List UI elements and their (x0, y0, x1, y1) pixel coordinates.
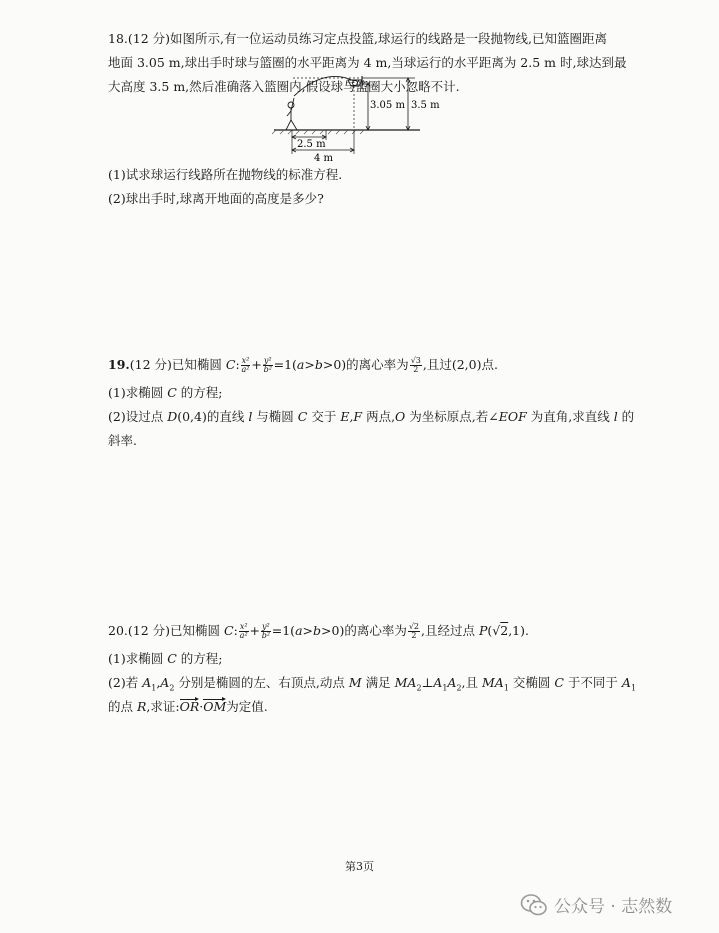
page-number: 第3页 (345, 860, 374, 873)
svg-text:2.5 m: 2.5 m (297, 139, 326, 150)
q18-line1: 18.(12 分)如图所示,有一位运动员练习定点投篮,球运行的线路是一段抛物线,已知篮圈距离 (108, 31, 607, 46)
q19-line1: 19.(12 分)已知椭圆 C: $\frac{\text{x²}}{\text{a²}}$ + $\frac{\text{y²}}{\text{b²}}$ =1(a>b>0)的离心率为 $\frac{√3}{2}$ ,且过(2,0)点. (108, 356, 498, 374)
q20-frac-y: $\frac{\text{y²}}{\text{b²}}$ (261, 622, 271, 640)
svg-text:3.05 m: 3.05 m (370, 100, 405, 111)
q18-line2: 地面 3.05 m,球出手时球与篮圈的水平距离为 4 m,当球运行的水平距离为 2.5 m 时,球达到最 (108, 55, 627, 70)
q20-part1: (1)求椭圆 C 的方程; (108, 651, 223, 666)
vector-OR: OR (179, 699, 200, 714)
svg-text:4 m: 4 m (314, 153, 334, 162)
svg-text:3.5 m: 3.5 m (411, 100, 440, 111)
watermark (520, 892, 672, 917)
q18-line3: 大高度 3.5 m,然后准确落入篮圈内,假设球与篮圈大小忽略不计. (108, 79, 460, 94)
watermark-text: 公众号 · 志然数 (554, 897, 673, 917)
q20-frac-x: $\frac{\text{x²}}{\text{a²}}$ (239, 622, 248, 640)
q18-part1: (1)试求球运行线路所在抛物线的标准方程. (108, 167, 343, 182)
vector-OM: OM (203, 699, 227, 714)
q18-figure (270, 72, 450, 162)
wechat-logo-icon (520, 893, 548, 917)
q19-frac-e: $\frac{√3}{2}$ (410, 356, 421, 374)
q19-frac-y: $\frac{\text{y²}}{\text{b²}}$ (263, 356, 272, 374)
q20-frac-e: $\frac{√2}{2}$ (408, 622, 420, 640)
q19-part1: (1)求椭圆 C 的方程; (108, 385, 223, 400)
q19-part2: (2)设过点 D(0,4)的直线 l 与椭圆 C 交于 E,F 两点,O 为坐标原点,若∠EOF 为直角,求直线 l 的 (108, 409, 635, 424)
q20-part2-cont: 的点 R,求证:OR·OM为定值. (108, 699, 268, 714)
q18-part2: (2)球出手时,球离开地面的高度是多少? (108, 191, 324, 206)
q19-part2-cont: 斜率. (108, 433, 137, 448)
q19-frac-x: $\frac{\text{x²}}{\text{a²}}$ (241, 356, 250, 374)
q20-part2: (2)若 $A_1,A_2$ 分别是椭圆的左、右顶点,动点 M 满足 $MA_2\perp A_1A_2$,且 $MA_1$ 交椭圆 C 于不同于 $A_1$ (108, 675, 637, 693)
q20-line1: 20.(12 分)已知椭圆 C: $\frac{\text{x²}}{\text{a²}}$ + $\frac{\text{y²}}{\text{b²}}$ =1(a>b>0)的离心率为 $\frac{√2}{2}$ ,且经过点 P(√2,1). (108, 622, 529, 640)
